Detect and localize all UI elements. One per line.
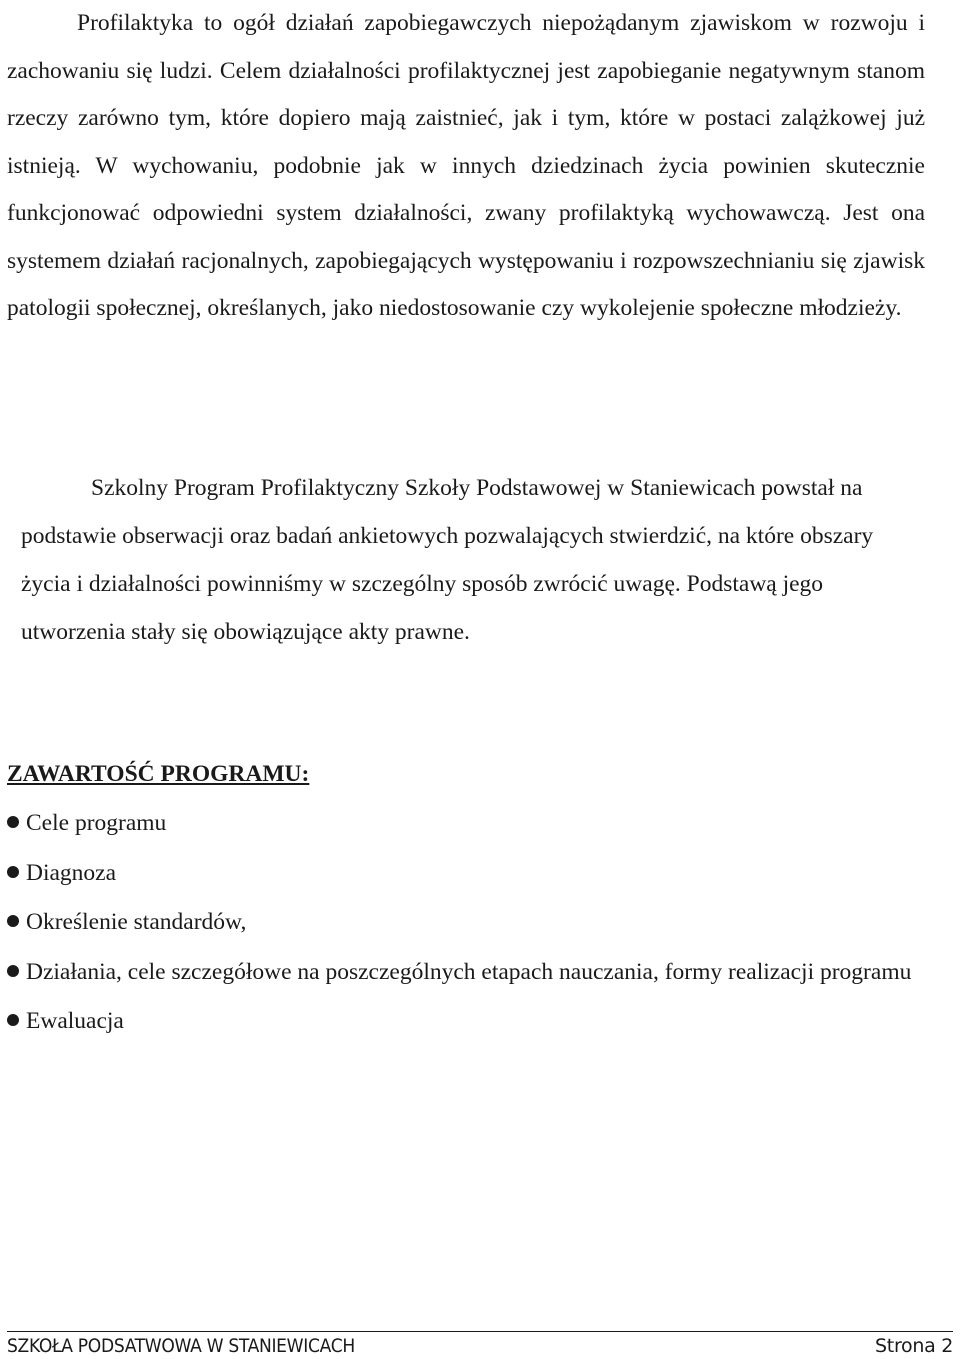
bullet-icon (7, 965, 19, 977)
program-paragraph: Szkolny Program Profilaktyczny Szkoły Podstawowej w Staniewicach powstał na podstawie obserwacji oraz badań ankietowych pozwalających stwierdzić, na które obszary życia i działalności powinniśmy w szczególny sposób zwrócić uwagę. Podstawą jego utworzenia stały się obowiązujące akty prawne. (21, 475, 874, 645)
list-item-label: Cele programu (26, 810, 167, 836)
bullet-icon (7, 915, 19, 927)
list-item (7, 899, 925, 947)
footer-divider (7, 1331, 953, 1332)
intro-paragraph: Profilaktyka to ogół działań zapobiegawczych niepożądanym zjawiskom w rozwoju i zachowaniu się ludzi. Celem działalności profilaktycznej jest zapobieganie negatywnym stanom rzeczy zarówno tym, które dopiero mają zaistnieć, jak i tym, które w postaci zalążkowej już istnieją. W wychowaniu, podobnie jak w innych dziedzinach życia powinien skutecznie funkcjonować odpowiedni system działalności, zwany profilaktyką wychowawczą. Jest ona systemem działań racjonalnych, zapobiegających występowaniu i rozpowszechnianiu się zjawisk patologii społecznej, określanych, jako niedostosowanie czy wykolejenie społeczne młodzieży. (7, 10, 925, 321)
contents-list (7, 800, 925, 1048)
list-item-label: Działania, cele szczegółowe na poszczególnych etapach nauczania, formy realizacji programu (26, 958, 912, 985)
bullet-icon (7, 1014, 19, 1026)
bullet-icon (7, 816, 19, 828)
bullet-icon (7, 866, 19, 878)
list-item-label: Ewaluacja (26, 1008, 124, 1034)
list-item (7, 800, 925, 848)
footer-school-name: SZKOŁA PODSATWOWA W STANIEWICACH (7, 1335, 355, 1357)
contents-heading: ZAWARTOŚĆ PROGRAMU: (7, 761, 310, 787)
list-item (7, 949, 925, 997)
list-item (7, 998, 925, 1046)
list-item-label: Określenie standardów, (26, 909, 247, 935)
footer-page-number: Strona 2 (875, 1335, 953, 1357)
list-item-label: Diagnoza (26, 859, 117, 886)
list-item (7, 850, 925, 898)
